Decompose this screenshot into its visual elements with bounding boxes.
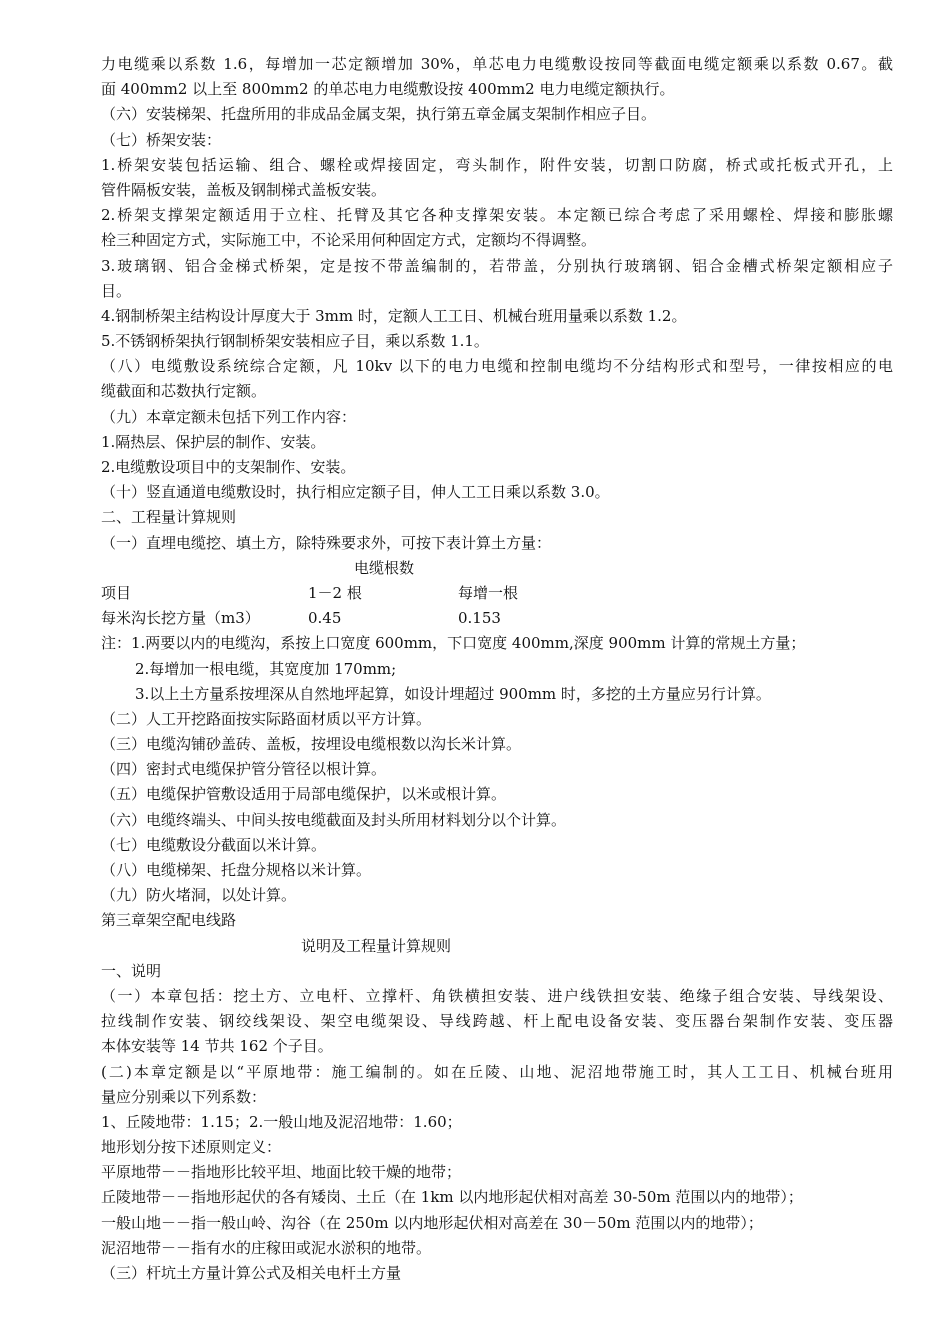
text-line: 量应分别乘以下列系数： <box>101 1087 267 1106</box>
chapter-title: 第三章架空配电线路 <box>101 911 237 930</box>
table-cell: 0.153 <box>458 609 501 628</box>
table-header-cell: 每增一根 <box>458 583 519 602</box>
text-line: （九）防火堵洞，以处计算。 <box>101 886 297 905</box>
text-line: 泥沼地带－－指有水的庄稼田或泥水淤积的地带。 <box>101 1238 432 1257</box>
note-line: 2.每增加一根电缆，其宽度加 170mm; <box>135 659 397 678</box>
text-line: （二）人工开挖路面按实际路面材质以平方计算。 <box>101 709 432 728</box>
text-line: 目。 <box>101 281 132 300</box>
text-line: 缆截面和芯数执行定额。 <box>101 382 267 401</box>
note-line: 3.以上土方量系按埋深从自然地坪起算，如设计埋超过 900mm 时，多挖的土方量应另行计算。 <box>135 684 771 703</box>
text-line: （十）竖直通道电缆敷设时，执行相应定额子目，伸人工工日乘以系数 3.0。 <box>101 483 610 502</box>
text-line: （六）安装梯架、托盘所用的非成品金属支架，执行第五章金属支架制作相应子目。 <box>101 105 657 124</box>
table-cell: 每米沟长挖方量（m3） <box>101 609 260 628</box>
text-line: （七）电缆敷设分截面以米计算。 <box>101 835 327 854</box>
text-line: 管件隔板安装，盖板及钢制梯式盖板安装。 <box>101 180 387 199</box>
note-line: 注：1.两要以内的电缆沟，系按上口宽度 600mm，下口宽度 400mm,深度 900mm 计算的常规土方量； <box>101 634 806 653</box>
text-line: （一）直埋电缆挖、填土方，除特殊要求外，可按下表计算土方量： <box>101 533 552 552</box>
text-line: （三）杆坑土方量计算公式及相关电杆土方量 <box>101 1264 402 1282</box>
document-body <box>101 52 893 1286</box>
text-line: 4.钢制桥架主结构设计厚度大于 3mm 时，定额人工工日、机械台班用量乘以系数 1.2。 <box>101 306 687 325</box>
table-header-row <box>101 581 893 606</box>
text-line: 一般山地－－指一般山岭、沟谷（在 250m 以内地形起伏相对高差在 30－50m 范围以内的地带）； <box>101 1213 763 1232</box>
table-header-cell: 项目 <box>101 583 132 602</box>
text-line: 力电缆乘以系数 1.6，每增加一芯定额增加 30%，单芯电力电缆敷设按同等截面电缆定额乘以系数 0.67。截 <box>101 55 893 73</box>
text-line: （七）桥架安装： <box>101 130 222 149</box>
text-line: 1.隔热层、保护层的制作、安装。 <box>101 432 326 451</box>
text-line: 5.不锈钢桥架执行钢制桥架安装相应子目，乘以系数 1.1。 <box>101 332 489 351</box>
text-line: 面 400mm2 以上至 800mm2 的单芯电力电缆敷设按 400mm2 电力电缆定额执行。 <box>101 80 675 99</box>
section-title: 说明及工程量计算规则 <box>301 936 452 955</box>
text-line: （四）密封式电缆保护管分管径以根计算。 <box>101 760 387 779</box>
text-line: （八）电缆梯架、托盘分规格以米计算。 <box>101 861 372 879</box>
text-line: 平原地带－－指地形比较平坦、地面比较干燥的地带； <box>101 1163 462 1182</box>
text-line: （五）电缆保护管敷设适用于局部电缆保护，以米或根计算。 <box>101 785 507 804</box>
text-line: （六）电缆终端头、中间头按电缆截面及封头所用材料划分以个计算。 <box>101 810 567 829</box>
table-group-header: 电缆根数 <box>354 558 415 577</box>
text-line: 2.电缆敷设项目中的支架制作、安装。 <box>101 458 356 476</box>
section-heading: 一、说明 <box>101 961 162 980</box>
text-line: (二)本章定额是以“平原地带：施工编制的。如在丘陵、山地、泥沼地带施工时，其人工工日、机械台班用 <box>101 1062 893 1081</box>
text-line: 本体安装等 14 节共 162 个子目。 <box>101 1037 333 1056</box>
text-line: 1、丘陵地带：1.15；2.一般山地及泥沼地带：1.60； <box>101 1112 462 1131</box>
text-line: 地形划分按下述原则定义： <box>101 1138 282 1157</box>
table-cell: 0.45 <box>308 609 342 628</box>
text-line: （三）电缆沟铺砂盖砖、盖板，按埋设电缆根数以沟长米计算。 <box>101 735 522 754</box>
table-header-cell: 1－2 根 <box>308 583 362 602</box>
text-line: 2.桥架支撑架定额适用于立柱、托臂及其它各种支撑架安装。本定额已综合考虑了采用螺栓、焊接和膨胀螺 <box>101 206 893 225</box>
text-line: 拉线制作安装、钢绞线架设、架空电缆架设、导线跨越、杆上配电设备安装、变压器台架制作安装、变压器 <box>101 1012 893 1031</box>
text-line: 丘陵地带－－指地形起伏的各有矮岗、土丘（在 1km 以内地形起伏相对高差 30-50m 范围以内的地带）； <box>101 1188 803 1207</box>
text-line: （一）本章包括：挖土方、立电杆、立撑杆、角铁横担安装、进户线铁担安装、绝缘子组合安装、导线架设、 <box>101 986 893 1005</box>
section-heading: 二、工程量计算规则 <box>101 508 237 527</box>
text-line: 栓三种固定方式，实际施工中，不论采用何种固定方式，定额均不得调整。 <box>101 231 597 250</box>
table-row <box>101 606 893 631</box>
text-line: 1.桥架安装包括运输、组合、螺栓或焊接固定，弯头制作，附件安装，切割口防腐，桥式或托板式开孔，上 <box>101 155 893 174</box>
text-line: （九）本章定额未包括下列工作内容： <box>101 407 357 426</box>
text-line: 3.玻璃钢、铝合金梯式桥架，定是按不带盖编制的，若带盖，分别执行玻璃钢、铝合金槽式桥架定额相应子 <box>101 256 893 275</box>
text-line: （八）电缆敷设系统综合定额，凡 10kv 以下的电力电缆和控制电缆均不分结构形式和型号，一律按相应的电 <box>101 357 893 376</box>
